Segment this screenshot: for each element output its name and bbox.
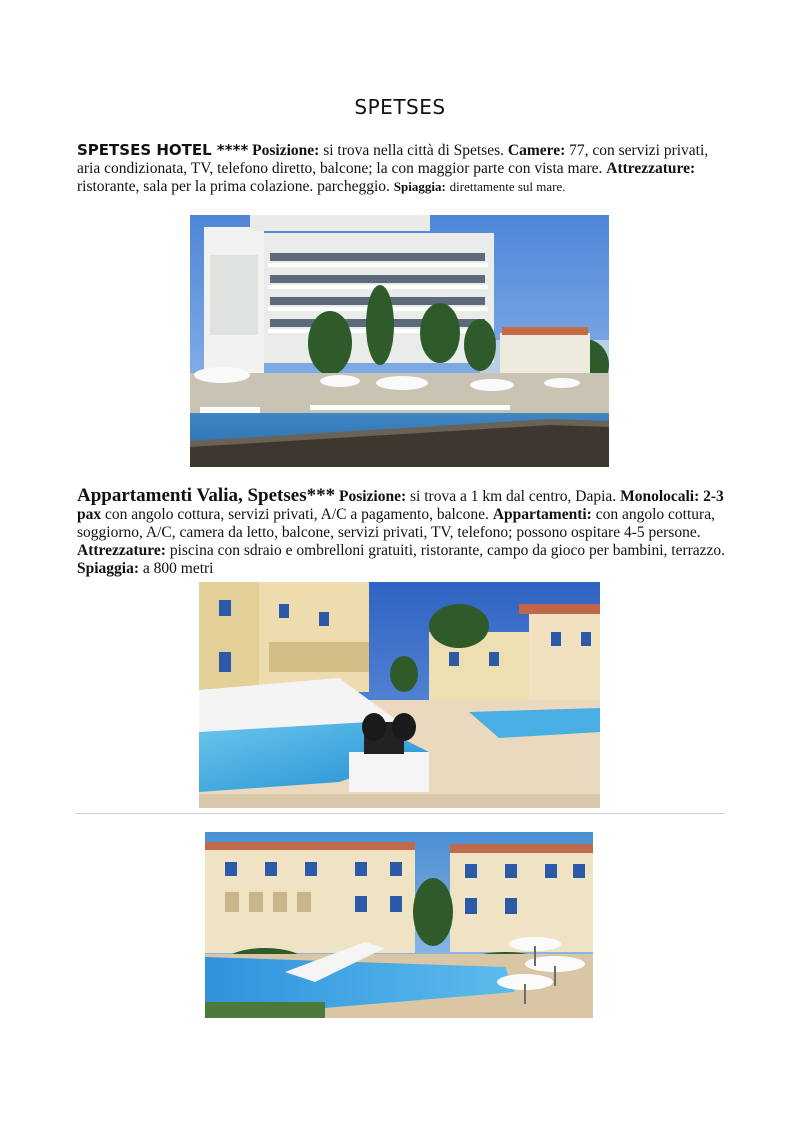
valia-pool-photo	[199, 582, 600, 808]
position-text: si trova nella città di Spetses.	[323, 142, 504, 159]
facilities-text: piscina con sdraio e ombrelloni gratuiti, ristorante, campo da gioco per bambini, terrazzo.	[169, 542, 726, 559]
hotel-name: SPETSES HOTEL ****	[77, 141, 249, 159]
rooms-label: Camere:	[507, 142, 566, 159]
spetses-hotel-photo	[190, 215, 609, 467]
hotel-description-spetses	[77, 141, 727, 196]
position-label: Posizione:	[338, 488, 407, 505]
page-divider	[75, 813, 725, 814]
facilities-label: Attrezzature:	[77, 542, 166, 559]
apartments-label: Appartamenti:	[492, 506, 592, 523]
apartments-text: con angolo cottura, soggiorno, A/C, camera da letto, balcone, servizi privati, TV, telefono; possono ospitare 4-5 persone.	[77, 506, 715, 541]
facilities-label: Attrezzature:	[606, 160, 696, 177]
hotel-description-valia	[77, 487, 727, 578]
position-label: Posizione:	[252, 142, 320, 159]
facilities-text: ristorante, sala per la prima colazione. parcheggio.	[77, 178, 390, 195]
studios-label: Monolocali: 2-3 pax	[77, 488, 724, 523]
rooms-text: 77, con servizi privati, aria condizionata, TV, telefono diretto, balcone; la con maggior parte con vista mare.	[77, 142, 709, 177]
beach-label: Spiaggia:	[393, 179, 446, 194]
position-text: si trova a 1 km dal centro, Dapia.	[410, 488, 617, 505]
hotel-name: Appartamenti Valia, Spetses***	[77, 485, 336, 506]
beach-text: a 800 metri	[142, 560, 214, 577]
valia-complex-photo	[205, 832, 593, 1018]
page-title: SPETSES	[354, 95, 446, 119]
beach-label: Spiaggia:	[77, 560, 140, 577]
studios-text: con angolo cottura, servizi privati, A/C a pagamento, balcone.	[105, 506, 489, 523]
beach-text: direttamente sul mare.	[449, 179, 566, 194]
